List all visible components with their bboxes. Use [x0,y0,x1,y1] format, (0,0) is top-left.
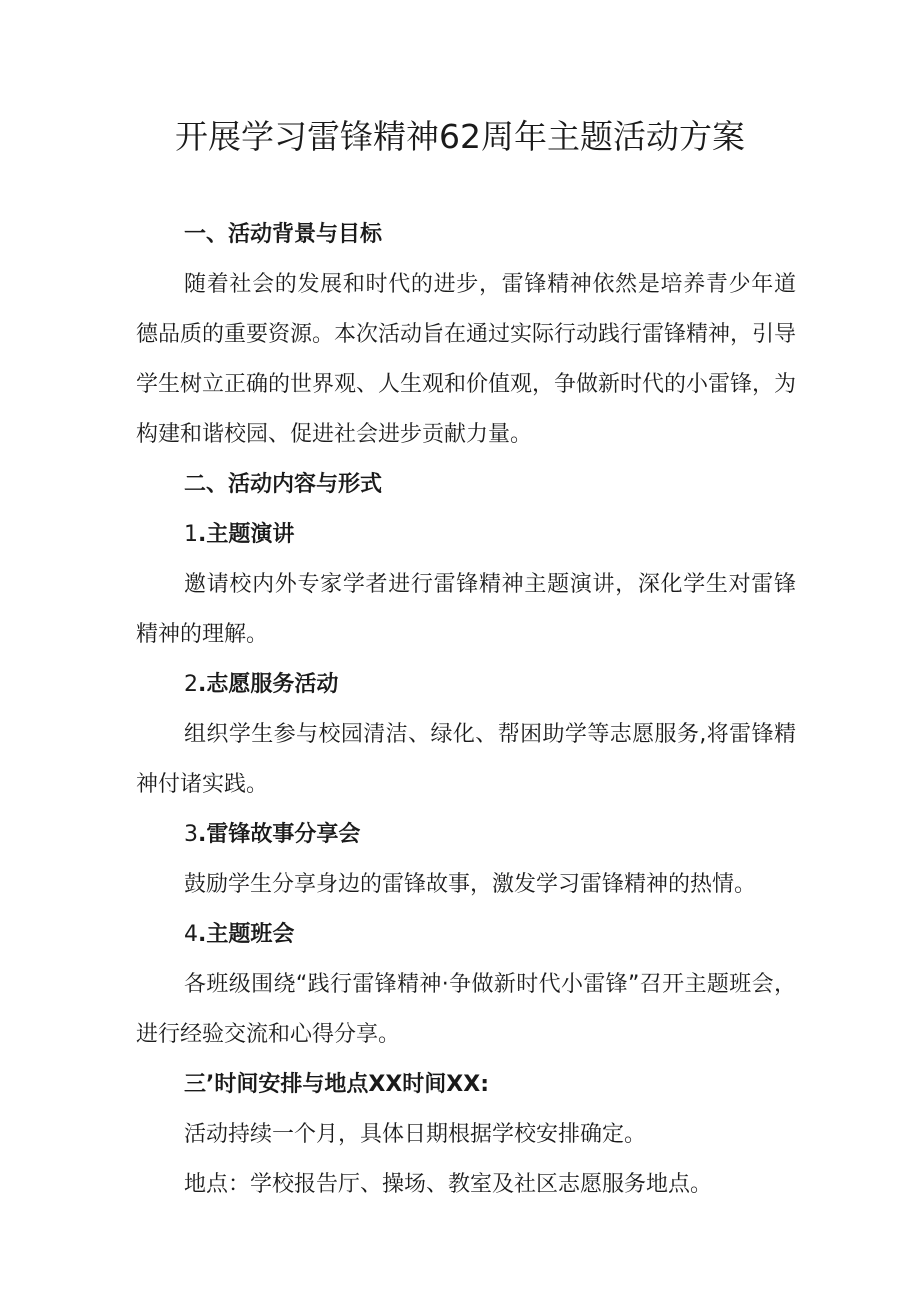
item-heading-story-sharing [136,810,796,860]
section-heading-schedule: 三’时间安排与地点XX时间XX: [184,1072,490,1097]
item-number: 1 [184,522,198,547]
item-heading-volunteer [136,660,796,710]
item-number: 2 [184,672,198,697]
item-title: .志愿服务活动 [198,672,339,697]
item-text-story-sharing: 鼓励学生分享身边的雷锋故事，激发学习雷锋精神的热情。 [184,872,757,897]
document-title: 开展学习雷锋精神62周年主题活动方案 [175,117,745,156]
section-heading-background: 一、活动背景与目标 [184,222,383,247]
item-title: .雷锋故事分享会 [198,822,361,847]
item-heading-speech [136,510,796,560]
schedule-place-text: 地点：学校报告厅、操场、教室及社区志愿服务地点。 [184,1172,713,1197]
item-text-volunteer: 组织学生参与校园清洁、绿化、帮困助学等志愿服务,将雷锋精神付诸实践。 [136,722,796,797]
item-title: .主题演讲 [198,522,295,547]
item-text-class-meeting: 各班级围绕“践行雷锋精神·争做新时代小雷锋”召开主题班会，进行经验交流和心得分享。 [136,972,796,1047]
paragraph-background: 随着社会的发展和时代的进步，雷锋精神依然是培养青少年道德品质的重要资源。本次活动旨在通过实际行动践行雷锋精神，引导学生树立正确的世界观、人生观和价值观，争做新时代的小雷锋，为构建和谐校园、促进社会进步贡献力量。 [136,272,797,447]
document-body [136,210,796,1210]
item-heading-class-meeting [136,910,796,960]
item-title: .主题班会 [198,922,295,947]
item-text-speech: 邀请校内外专家学者进行雷锋精神主题演讲，深化学生对雷锋精神的理解。 [136,572,796,647]
section-heading-content: 二、活动内容与形式 [184,472,383,497]
item-number: 3 [184,822,198,847]
item-number: 4 [184,922,198,947]
schedule-time-text: 活动持续一个月，具体日期根据学校安排确定。 [184,1122,647,1147]
